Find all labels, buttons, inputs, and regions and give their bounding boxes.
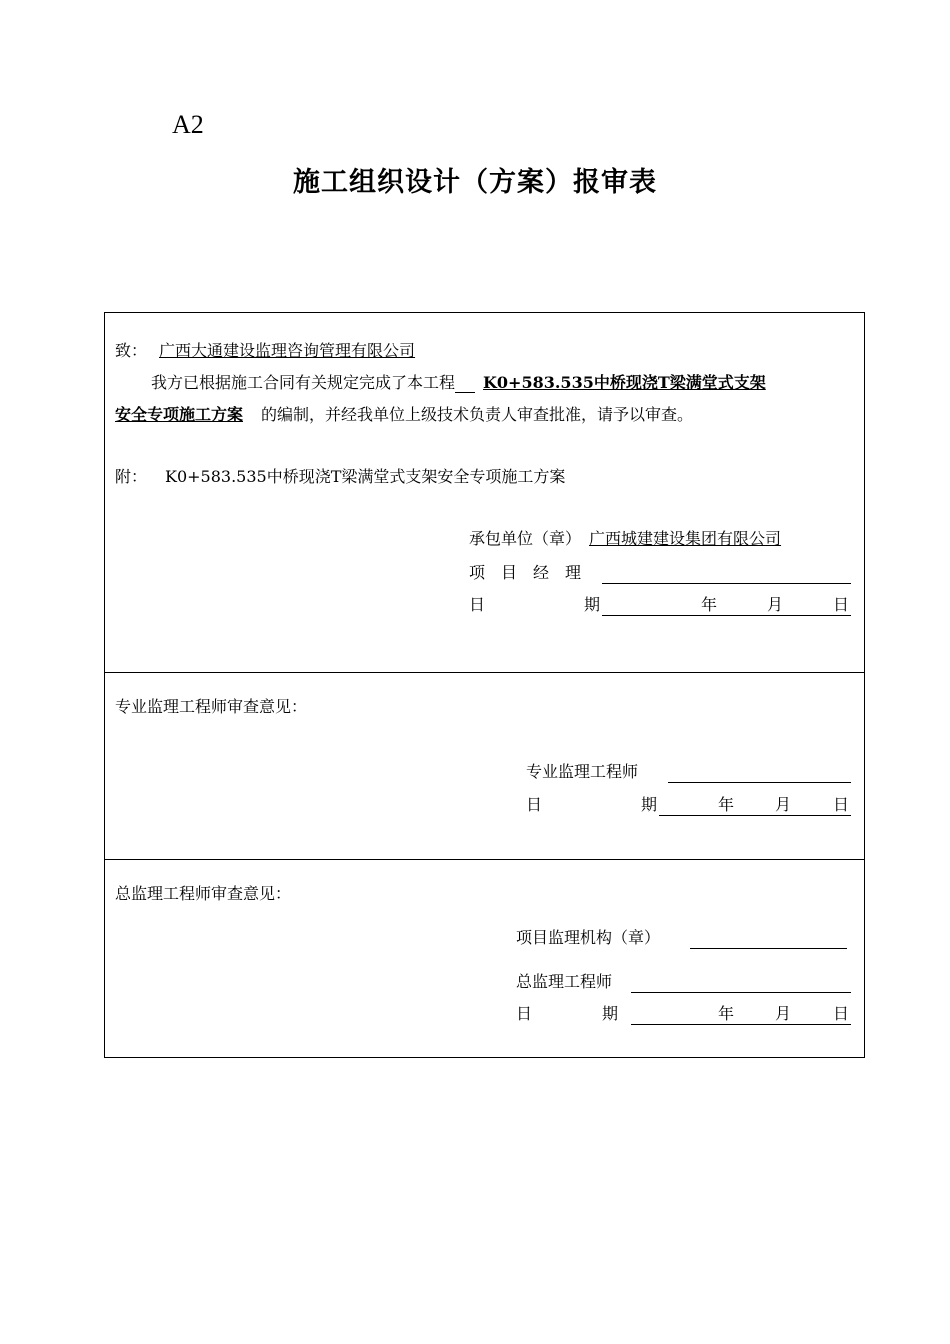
blank-underline [455, 375, 475, 393]
org-label: 项目监理机构（章） [516, 928, 661, 947]
manager-signature-field[interactable] [602, 563, 851, 584]
date-label-start: 日 [526, 795, 543, 814]
supervisor-company: 广西大通建设监理咨询管理有限公司 [159, 341, 416, 360]
day-label: 日 [833, 795, 850, 814]
attachment-label: 附： [115, 467, 148, 486]
statement-line-1 [151, 373, 766, 393]
approval-form [104, 312, 865, 1058]
date-label-end: 期 [602, 1004, 619, 1023]
contractor-value: 广西城建建设集团有限公司 [589, 529, 782, 548]
month-label: 月 [775, 795, 792, 814]
date-field[interactable] [602, 595, 851, 616]
chief-heading: 总监理工程师审查意见： [115, 884, 292, 903]
chief-signature-field[interactable] [631, 972, 851, 993]
month-label: 月 [775, 1004, 792, 1023]
page-title: 施工组织设计（方案）报审表 [293, 167, 657, 198]
day-label: 日 [833, 1004, 850, 1023]
year-label: 年 [718, 1004, 735, 1023]
month-label: 月 [767, 595, 784, 614]
org-seal-field[interactable] [690, 928, 847, 949]
statement-line-2 [115, 405, 693, 425]
day-label: 日 [833, 595, 850, 614]
date-label-start: 日 [516, 1004, 533, 1023]
date-label-end: 期 [641, 795, 658, 814]
statement-suffix: 的编制，并经我单位上级技术负责人审查批准，请予以审查。 [261, 405, 694, 424]
submission-section [105, 313, 864, 673]
contractor-line [469, 529, 785, 549]
year-label: 年 [701, 595, 718, 614]
specialist-label: 专业监理工程师 [526, 762, 639, 781]
project-name-line-2: 安全专项施工方案 [115, 405, 244, 424]
form-code: A2 [172, 110, 204, 139]
specialist-signature-field[interactable] [668, 762, 851, 783]
project-name-line-1: K0+583.535中桥现浇T梁满堂式支架 [483, 373, 766, 392]
to-line [115, 341, 423, 361]
date-field[interactable] [631, 1004, 851, 1025]
to-label: 致： [115, 341, 148, 360]
statement-prefix: 我方已根据施工合同有关规定完成了本工程 [151, 373, 456, 392]
specialist-review-section [105, 673, 864, 860]
attachment-value: K0+583.535中桥现浇T梁满堂式支架安全专项施工方案 [165, 467, 566, 486]
attachment-line [115, 467, 565, 487]
specialist-heading: 专业监理工程师审查意见： [115, 697, 308, 716]
date-label-start: 日 [469, 595, 486, 614]
chief-label: 总监理工程师 [516, 972, 613, 991]
manager-label: 项 目 经 理 [469, 563, 582, 582]
year-label: 年 [718, 795, 735, 814]
contractor-label: 承包单位（章） [469, 529, 582, 548]
date-field[interactable] [659, 795, 851, 816]
chief-review-section [105, 860, 864, 1059]
date-label-end: 期 [584, 595, 601, 614]
